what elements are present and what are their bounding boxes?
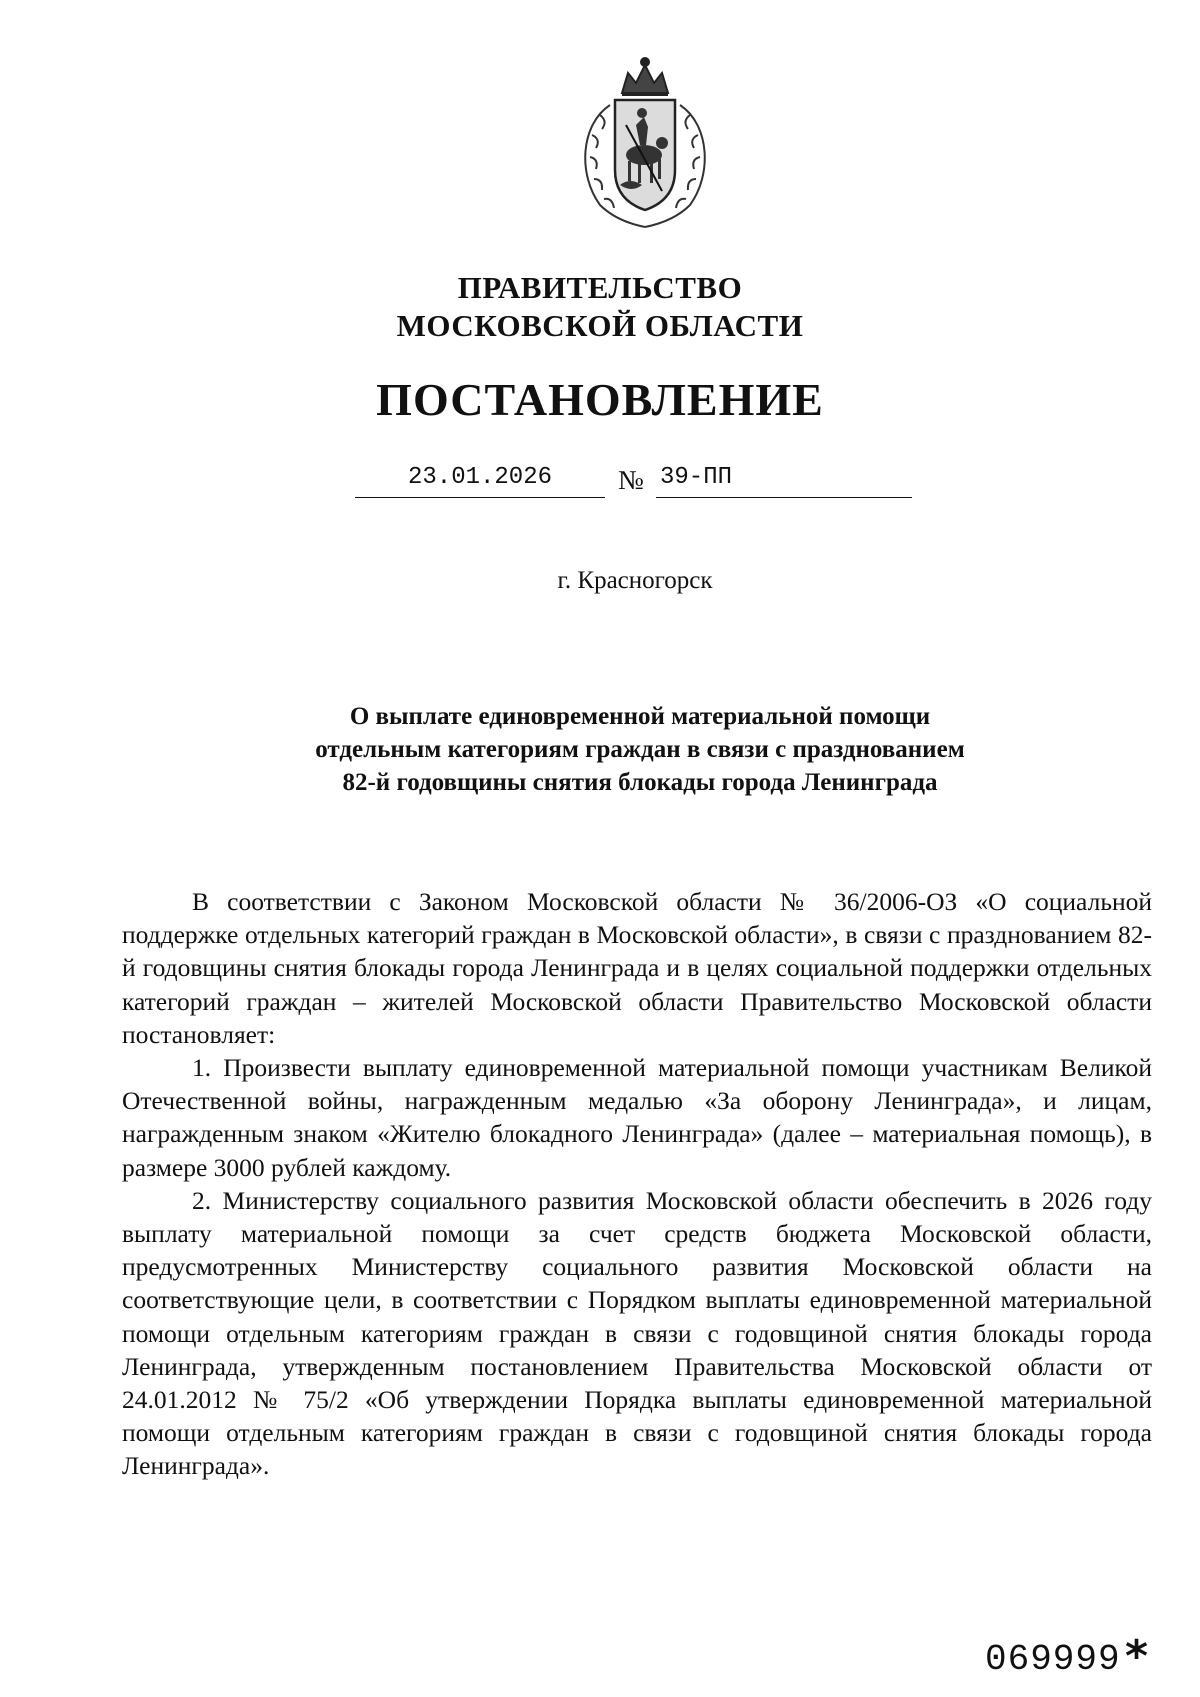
preamble-paragraph: В соответствии с Законом Московской области № 36/2006-ОЗ «О социальной поддержке отдельных категорий граждан в Московской области», в связи с празднованием 82-й годовщины снятия блокады города Ленинграда и в целях социальной поддержки отдельных категорий граждан – жителей Московской области Правительство Московской области постановляет: — [122, 887, 1152, 1049]
item-2-paragraph: 2. Министерству социального развития Московской области обеспечить в 2026 году выплату материальной помощи за счет средств бюджета Московской области, предусмотренных Министерству социального развития Московской области на соответствующие цели, в соответствии с Порядком выплаты единовременной материальной помощи отдельным категориям граждан в связи с годовщиной снятия блокады города Ленинграда, утвержденным постановлением Правительства Московской области от 24.01.2012 № 75/2 «Об утверждении Порядка выплаты единовременной материальной помощи отдельным категориям граждан в связи с годовщиной снятия блокады города Ленинграда». — [122, 1185, 1152, 1481]
document-body — [122, 885, 1152, 1483]
title-line-2: отдельным категориям граждан в связи с празднованием — [315, 736, 965, 763]
title-line-3: 82-й годовщины снятия блокады города Ленинграда — [342, 769, 938, 796]
organization-name-line1: ПРАВИТЕЛЬСТВО — [457, 270, 743, 305]
document-title — [200, 700, 1080, 799]
title-line-1: О выплате единовременной материальной помощи — [349, 703, 931, 730]
document-number: 39-ПП — [660, 464, 733, 491]
city-name: г. Красногорск — [557, 567, 713, 594]
document-date: 23.01.2026 — [407, 464, 553, 491]
date-underline — [355, 497, 605, 498]
document-type-heading: ПОСТАНОВЛЕНИЕ — [376, 374, 824, 425]
serial-number: 069999 — [985, 1639, 1121, 1680]
item-1-paragraph: 1. Произвести выплату единовременной материальной помощи участникам Великой Отечественной войны, награжденным медалью «За оборону Ленинграда», и лицам, награжденным знаком «Жителю блокадного Ленинграда» (далее – материальная помощь), в размере 3000 рублей каждому. — [122, 1053, 1152, 1182]
number-sign: № — [618, 465, 644, 495]
asterisk-mark: * — [1125, 1631, 1149, 1682]
number-underline — [656, 497, 912, 498]
moscow-oblast-coat-of-arms-icon — [570, 55, 720, 230]
date-number-line — [0, 462, 1200, 502]
organization-name-line2: МОСКОВСКОЙ ОБЛАСТИ — [396, 308, 804, 343]
